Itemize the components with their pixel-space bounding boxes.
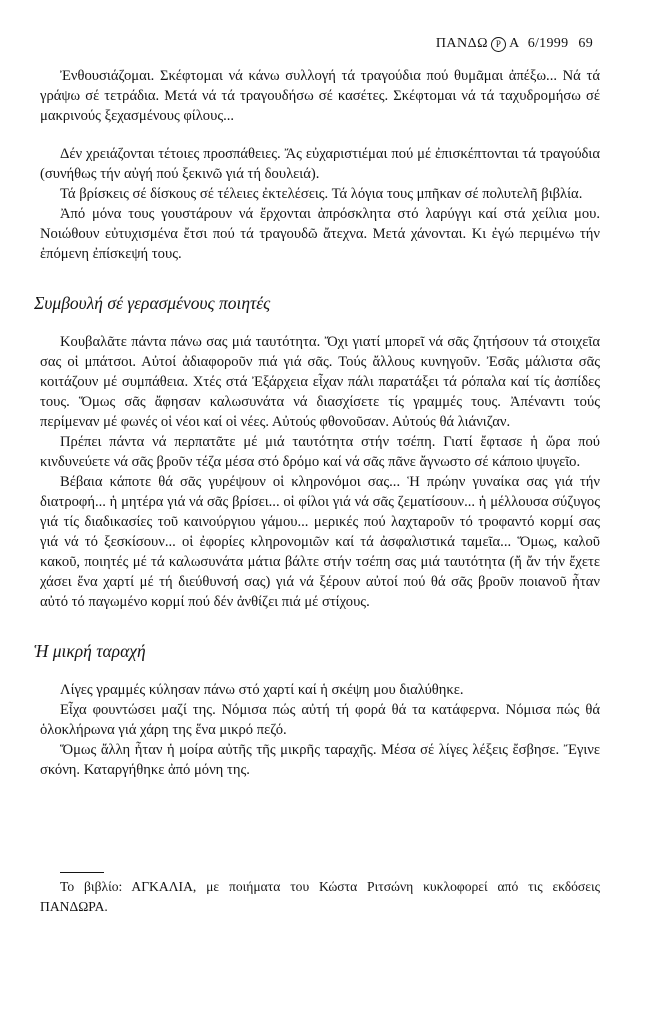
intro-paragraph-3: Τά βρίσκεις σέ δίσκους σέ τέλειες ἐκτελέσεις. Τά λόγια τους μπῆκαν σέ πολυτελῆ βιβλία. (60, 186, 583, 202)
article-body (34, 66, 600, 780)
footnote (40, 872, 600, 917)
issue-number: 6/1999 (527, 36, 569, 51)
section-title-small-turmoil: Ἡ μικρή ταραχή (34, 641, 146, 661)
intro-paragraph-4: Ἀπό μόνα τους γουστάρουν νά ἔρχονται ἀπρόσκλητα στό λαρύγγι καί στά χείλια μου. Νοιώθουν εὐτυχισμένα ἔτσι πού τά τραγουδῶ ἄτεχνα. Μετά χάνονται. Κι ἐγώ περιμένω τήν ἑπόμενη ἐπίσκεψή τους. (40, 206, 600, 262)
footnote-rule (60, 872, 104, 873)
footnote-text: Το βιβλίο: ΑΓΚΑΛΙΑ, με ποιήματα του Κώστα Ριτσώνη κυκλοφορεί από τις εκδόσεις ΠΑΝΔΩΡΑ. (40, 879, 600, 914)
turmoil-paragraph-1: Λίγες γραμμές κύλησαν πάνω στό χαρτί καί ἡ σκέψη μου διαλύθηκε. (60, 682, 464, 698)
turmoil-paragraph-2: Εἶχα φουντώσει μαζί της. Νόμισα πώς αὐτή τή φορά θά τα κατάφερνα. Νόμισα πώς θά ὁλοκλήρωνα γιά χάρη της ἕνα μικρό πεζό. (40, 702, 600, 738)
section-title-advice: Συμβουλή σέ γερασμένους ποιητές (34, 293, 271, 313)
magazine-name-right: Α (509, 36, 520, 51)
magazine-name-left: ΠΑΝΔΩ (435, 36, 489, 51)
advice-paragraph-1: Κουβαλᾶτε πάντα πάνω σας μιά ταυτότητα. Ὄχι γιατί μπορεῖ νά σᾶς ζητήσουν τά στοιχεῖα σας οἱ μπάτσοι. Αὐτοί ἀδιαφοροῦν πιά γιά σᾶς. Τούς ἄλλους κυνηγοῦν. Ἐσᾶς μάλιστα σᾶς κοιτάζουν μέ συμπάθεια. Χτές στά Ἐξάρχεια εἶχαν πάλι παρατάξει τά ρόπαλα καί τίς ἀσπίδες τους. Ὅμως σᾶς ἄφησαν καλωσυνάτα νά διασχίσετε τίς γραμμές τους. Ἀπέναντι τούς περίμεναν μέ φωνές οἱ νέοι καί οἱ νέες. Αὐτούς φθονοῦσαν. Αὐτούς θά λιάνιζαν. (40, 334, 600, 430)
intro-paragraph-2: Δέν χρειάζονται τέτοιες προσπάθειες. Ἄς εὐχαριστιέμαι πού μέ ἐπισκέπτονται τά τραγούδια (συνήθως τήν αὐγή πού ξεκινῶ γιά τή δουλειά). (40, 146, 600, 182)
advice-paragraph-2: Πρέπει πάντα νά περπατᾶτε μέ μιά ταυτότητα στήν τσέπη. Γιατί ἔφτασε ἡ ὥρα πού κινδυνεύετε νά σᾶς βροῦν τέζα μέσα στό δρόμο καί νά σᾶς πᾶνε ἄγνωστο σέ κάποιο ψυγεῖο. (40, 434, 600, 470)
magazine-logo-icon: Ρ (491, 37, 506, 52)
page-number: 69 (578, 36, 593, 51)
running-header (436, 36, 593, 52)
turmoil-paragraph-3: Ὅμως ἄλλη ἦταν ἡ μοίρα αὐτῆς τῆς μικρῆς ταραχῆς. Μέσα σέ λίγες λέξεις ἔσβησε. Ἔγινε σκόνη. Καταργήθηκε ἀπό μόνη της. (40, 742, 600, 778)
advice-paragraph-3: Βέβαια κάποτε θά σᾶς γυρέψουν οἱ κληρονόμοι σας... Ἡ πρώην γυναίκα σας γιά τήν διατροφή... ἡ μητέρα γιά νά σᾶς βρίσει... οἱ φίλοι γιά νά σᾶς ζεματίσουν... ἡ μέλλουσα σύζυγος γιά τίς διαδικασίες τοῦ καινούργιου γάμου... μερικές πού λαχταροῦν τό τροφαντό κορμί σας γιά νά τό ξεσκίσουν... οἱ ἐφορίες κληρονομιῶν καί τά ἀσφαλιστικά ταμεῖα... Ὅμως, καλοῦ κακοῦ, ποιητές μέ τά καλωσυνάτα μάτια βάλτε στήν τσέπη σας μιά ταυτότητα (ἤ ἄν τήν ἔχετε χάσει ἕνα χαρτί μέ τή διεύθυνσή σας) γιά νά ξέρουν αὐτοί πού θά σᾶς βροῦν ποιανοῦ ἦταν αὐτό τό παγωμένο κορμί πού δέν ἀνθίζει πιά μέ στίχους. (40, 474, 600, 610)
intro-paragraph-1: Ἐνθουσιάζομαι. Σκέφτομαι νά κάνω συλλογή τά τραγούδια πού θυμᾶμαι ἀπέξω... Νά τά γράψω σέ τετράδια. Μετά νά τά τραγουδήσω σέ κασέτες. Σκέφτομαι νά τά ταχυδρομήσω σέ μακρινούς ξεχασμένους φίλους... (40, 68, 600, 124)
